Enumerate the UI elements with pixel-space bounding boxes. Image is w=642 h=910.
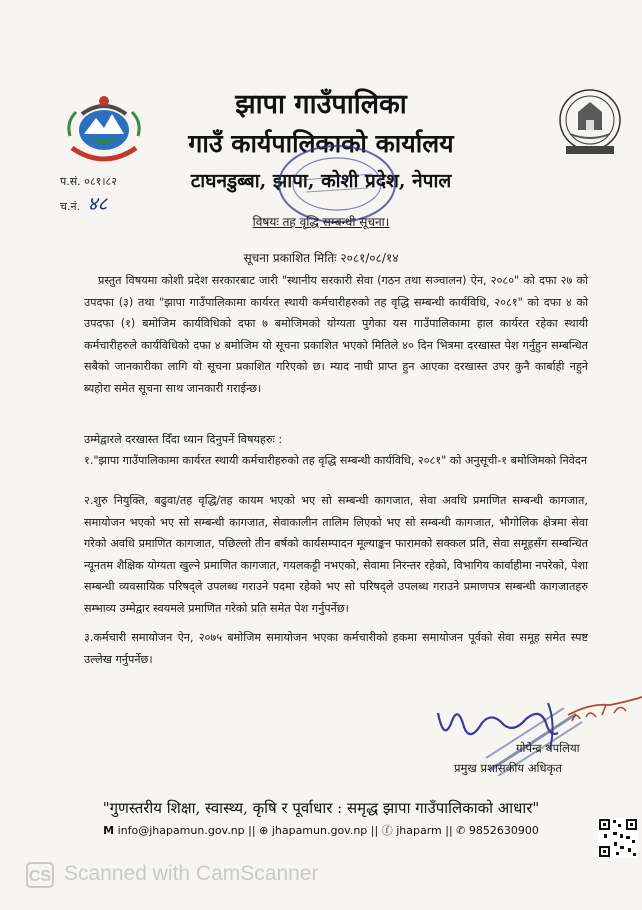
footer-contacts	[0, 822, 642, 838]
office-address: टाघनडुब्बा, झापा, कोशी प्रदेश, नेपाल	[190, 170, 452, 192]
separator: ||	[248, 824, 260, 837]
camscanner-logo: CS	[26, 862, 54, 888]
footer-motto: "गुणस्तरीय शिक्षा, स्वास्थ्य, कृषि र पूर्वाधार : समृद्ध झापा गाउँपालिकाको आधार"	[102, 799, 540, 817]
dispatch-number-value: ४८	[87, 193, 108, 215]
contact-website: jhapamun.gov.np	[271, 824, 368, 837]
office-subtitle: गाउँ कार्यपालिकाको कार्यालय	[188, 129, 454, 158]
scanner-label: Scanned with CamScanner	[64, 862, 319, 885]
separator: ||	[370, 824, 382, 837]
contact-phone: 9852630900	[468, 824, 539, 837]
body-paragraph: प्रस्तुत विषयमा कोशी प्रदेश सरकारबाट जारी "स्थानीय सरकारी सेवा (गठन तथा सञ्चालन) ऐन, २०८०" को दफा २७ को उपदफा (३) तथा "झापा गाउँपालिकामा कार्यरत स्थायी कर्मचारीहरुको तह वृद्धि सम्बन्धी कार्यविधि, २०८१" को दफा ४ को उपदफा (१) बमोजिम कार्यविधिको दफा ७ बमोजिमको योग्यता पुगेका यस गाउँपालिकामा हाल कार्यरत रहेका स्थायी कर्मचारीहरुले कार्यविधिको दफा ४ बमोजिम यो सूचना प्रकाशित भएको मितिले ४० दिन भित्रमा दरखास्त पेश गर्नुहुन सम्बन्धित सबैको जानकारीका लागि यो सूचना प्रकाशित गरिएको छ। म्याद नाघी प्राप्त हुन आएका दरखास्त उपर कुनै कार्बाही नहुने ब्यहोरा समेत सूचना साथ जानकारी गराईन्छ।	[84, 274, 588, 395]
reference-fiscal-number: प.सं. ०८१।८२	[60, 175, 117, 188]
office-name: झापा गाउँपालिका	[235, 89, 407, 120]
signatory-name: गोपेन्द्र थपलिया	[516, 741, 580, 755]
requirements-heading: उम्मेद्वारले दरखास्त दिँदा ध्यान दिनुपर्ने विषयहरुः :	[84, 433, 283, 446]
contact-email: info@jhapamun.gov.np	[117, 824, 245, 837]
facebook-icon: ⓕ	[381, 824, 393, 837]
phone-icon: ✆	[456, 824, 466, 837]
qr-code-icon	[598, 818, 638, 858]
requirement-item: ३.कर्मचारी समायोजन ऐन, २०७५ बमोजिम समायोजन भएका कर्मचारीको हकमा समायोजन पूर्वको सेवा समूह समेत स्पष्ट उल्लेख गर्नुपर्नेछ।	[84, 631, 588, 666]
mail-icon: M	[103, 824, 115, 837]
requirement-item: २.शुरु नियुक्ति, बढुवा/तह वृद्धि/तह कायम भएको भए सो सम्बन्धी कागजात, सेवा अवधि प्रमाणित सम्बन्धी कागजात, समायोजन भएको भए सो सम्बन्धी कागजात, सेवाकालीन तालिम लिएको भए सो सम्बन्धी कागजात, भौगोलिक क्षेत्रमा सेवा गरेको अवधि प्रमाणित कागजात, पछिल्लो तीन बर्षको कार्यसम्पादन मूल्याङ्कन फारामको सक्कल प्रति, सेवा समूहसँग सम्बन्धित न्यूनतम शैक्षिक योग्यता खुल्ने प्रमाणित कागजात, गयलकट्टी नभएको, सेवामा निरन्तर रहेको, विभागिय कार्वाहीमा नपरेको, पेशा सम्बन्धी व्यवसायिक परिषद्ले उपलब्ध गराउने पदमा रहेको भए सो परिषद्ले उपलब्ध गराउने प्रमाणपत्र सम्बन्धी कागजातहरु सम्भाव्य उम्मेद्वार स्वयमले प्रमाणित गरेको प्रति समेत पेश गर्नुपर्नेछ।	[84, 494, 588, 615]
notice-subject: विषयः तह वृद्धि सम्बन्धी सूचना।	[252, 215, 390, 229]
contact-facebook: jhaparm	[396, 824, 442, 837]
dispatch-number-label: च.नं.	[60, 200, 81, 213]
publish-date: सूचना प्रकाशित मितिः २०८१/०८/१४	[243, 251, 399, 265]
scanner-watermark	[0, 860, 642, 890]
signatory-title: प्रमुख प्रशासकीय अधिकृत	[454, 761, 562, 775]
requirement-item: १."झापा गाउँपालिकामा कार्यरत स्थायी कर्मचारीहरुको तह वृद्धि सम्बन्धी कार्यविधि, २०८१" को अनुसूची-१ बमोजिमको निवेदन	[84, 454, 588, 467]
globe-icon: ⊕	[259, 824, 269, 837]
separator: ||	[445, 824, 457, 837]
